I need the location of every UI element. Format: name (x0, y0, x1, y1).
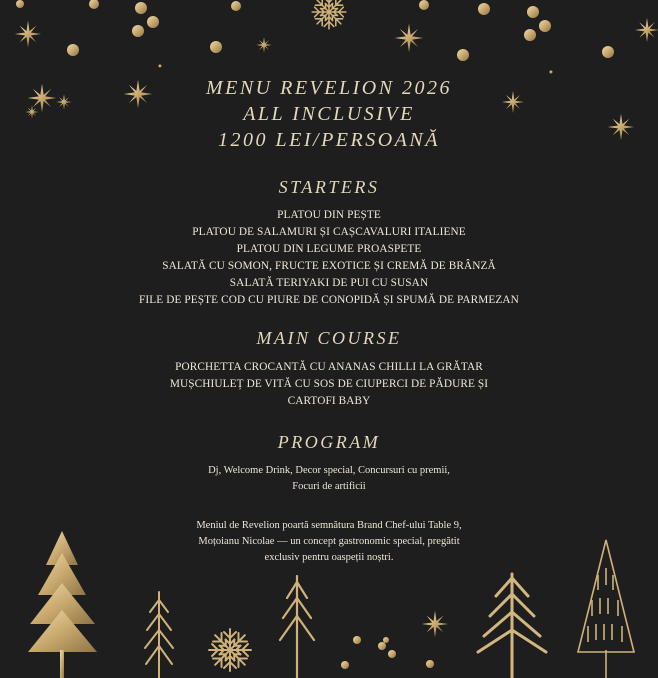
starter-item: SALATĂ TERIYAKI DE PUI CU SUSAN (229, 277, 429, 289)
gold-dots-top (16, 0, 614, 74)
program-line: Dj, Welcome Drink, Decor special, Concursuri cu premii, (208, 465, 450, 476)
christmas-tree-icon (145, 592, 173, 678)
snowflake-icon (209, 629, 251, 671)
starter-item: PLATOU DIN PEȘTE (277, 209, 381, 221)
chef-note-line: Moțoianu Nicolae — un concept gastronomic special, pregătit (198, 536, 460, 547)
chef-note-line: Meniul de Revelion poartă semnătura Brand Chef-ului Table 9, (196, 520, 462, 531)
christmas-tree-icon (478, 574, 546, 678)
starter-item: SALATĂ CU SOMON, FRUCTE EXOTICE ȘI CREMĂ DE BRÂNZĂ (162, 260, 496, 272)
chef-note-line: exclusiv pentru oaspeții noștri. (264, 552, 394, 563)
program-line: Focuri de artificii (292, 481, 366, 492)
gold-dots-bottom (341, 636, 434, 669)
starters-heading: STARTERS (278, 177, 380, 197)
starter-item: FILE DE PEȘTE COD CU PIURE DE CONOPIDĂ ȘI SPUMĂ DE PARMEZAN (139, 294, 519, 306)
main-course-item: MUȘCHIULEȚ DE VITĂ CU SOS DE CIUPERCI DE PĂDURE ȘI (169, 378, 489, 390)
menu-subtitle: ALL INCLUSIVE (243, 103, 415, 125)
main-course-item: CARTOFI BABY (287, 395, 371, 407)
main-course-item: PORCHETTA CROCANTĂ CU ANANAS CHILLI LA GRĂTAR (175, 361, 483, 373)
starter-item: PLATOU DE SALAMURI ȘI CAȘCAVALURI ITALIENE (192, 226, 466, 238)
menu-title: MENU REVELION 2026 (205, 77, 453, 99)
program-heading: PROGRAM (277, 432, 381, 452)
snowflake-icon (312, 0, 346, 29)
main-course-heading: MAIN COURSE (256, 328, 402, 348)
christmas-tree-icon (280, 576, 314, 678)
menu-price: 1200 LEI/PERSOANĂ (218, 129, 440, 151)
starter-item: PLATOU DIN LEGUME PROASPETE (236, 243, 422, 255)
